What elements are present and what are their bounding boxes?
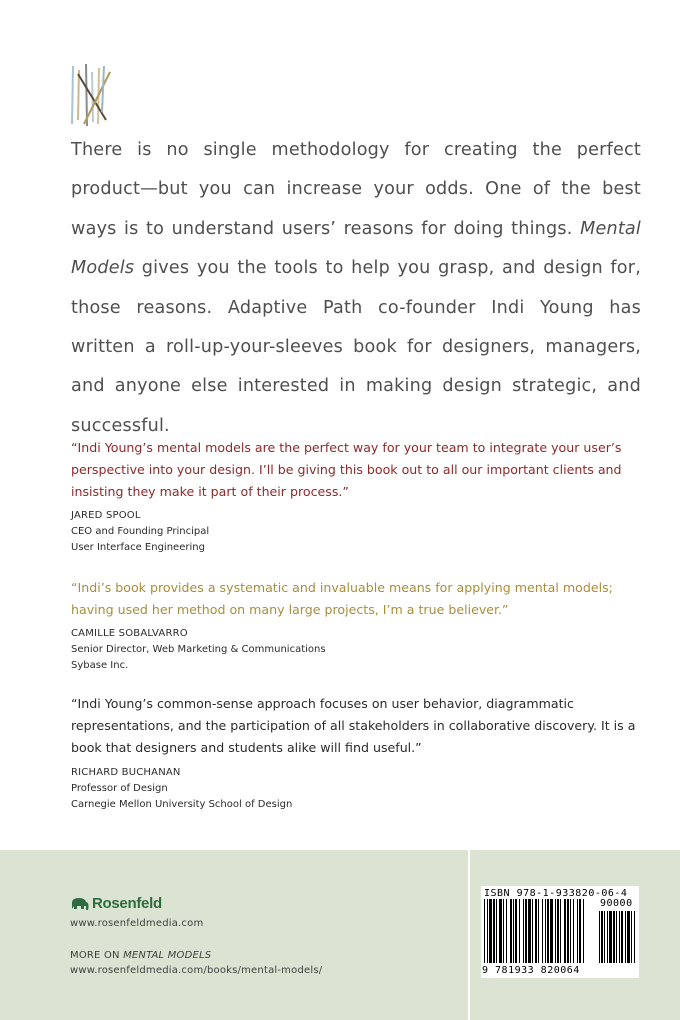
barcode-bar	[567, 899, 569, 963]
barcode-bar	[547, 899, 549, 963]
testimonial-attribution	[71, 626, 326, 674]
testimonial-name: CAMILLE SOBALVARRO	[71, 628, 188, 639]
barcode-bar	[519, 899, 520, 963]
barcode-bar	[523, 899, 524, 963]
barcode-bar	[560, 899, 561, 963]
barcode-bar	[489, 899, 492, 963]
addon-bar	[625, 911, 626, 963]
elephant-icon	[70, 897, 90, 911]
publisher-logo	[70, 895, 162, 912]
book-url[interactable]: www.rosenfeldmedia.com/books/mental-models/	[70, 965, 323, 976]
testimonial-quote: “Indi’s book provides a systematic and invaluable means for applying mental models; having used her method on many large projects, I’m a true believer.”	[71, 580, 613, 617]
barcode-bar	[532, 899, 533, 963]
barcode-bar	[528, 899, 531, 963]
ean-digits: 9 781933 820064	[482, 965, 580, 976]
footer-band	[0, 850, 680, 1020]
barcode-bar	[525, 899, 527, 963]
barcode-bar	[583, 899, 584, 963]
testimonial-attribution	[71, 508, 209, 556]
addon-bar	[616, 911, 617, 963]
testimonial-name: RICHARD BUCHANAN	[71, 767, 181, 778]
testimonial-org: Sybase Inc.	[71, 660, 129, 671]
addon-bar	[621, 911, 623, 963]
barcode-bar	[496, 899, 497, 963]
footer-divider	[468, 850, 470, 1020]
testimonial-name: JARED SPOOL	[71, 510, 141, 521]
barcode-bar	[557, 899, 559, 963]
addon-bar	[634, 911, 635, 963]
isbn-barcode	[481, 886, 639, 978]
addon-bar	[609, 911, 612, 963]
barcode-bar	[493, 899, 495, 963]
barcode-bar	[513, 899, 514, 963]
barcode-bar	[555, 899, 556, 963]
testimonial-org: User Interface Engineering	[71, 542, 205, 553]
addon-bar	[613, 911, 615, 963]
book-description: There is no single methodology for creating the perfect product—but you can increase your odds. One of the best ways is to understand users’ reasons for doing things. Mental Models gives you the tools to help you grasp, and design for, those reasons. Adaptive Path co-founder Indi Young has written a roll-up-your-sleeves book for designers, managers, and anyone else interested in making design strategic, and successful.	[71, 140, 641, 436]
barcode-bar	[538, 899, 539, 963]
barcode-bar	[503, 899, 504, 963]
publisher-url[interactable]: www.rosenfeldmedia.com	[70, 918, 204, 929]
addon-bar	[627, 911, 630, 963]
stick-bundle-icon	[66, 62, 116, 128]
testimonial-quote: “Indi Young’s common-sense approach focuses on user behavior, diagrammatic representations, and the participation of all stakeholders in collaborative discovery. It is a book that designers and students alike will find useful.”	[71, 696, 636, 755]
publisher-name: Rosenfeld	[92, 895, 162, 912]
addon-bar	[599, 911, 600, 963]
testimonial-org: Carnegie Mellon University School of Design	[71, 799, 293, 810]
barcode-bar	[550, 899, 553, 963]
testimonial-title: Senior Director, Web Marketing & Communications	[71, 644, 326, 655]
barcode-bar	[573, 899, 574, 963]
addon-bar	[604, 911, 605, 963]
barcode-bar	[515, 899, 517, 963]
barcode-bar	[484, 899, 485, 963]
addon-bar	[619, 911, 620, 963]
addon-bar	[631, 911, 632, 963]
barcode-bar	[487, 899, 488, 963]
isbn-label: ISBN 978-1-933820-06-4	[484, 888, 628, 899]
barcode-bar	[542, 899, 543, 963]
testimonial-attribution	[71, 765, 292, 813]
barcode-bar	[535, 899, 537, 963]
price-code: 90000	[600, 898, 633, 909]
testimonial-title: Professor of Design	[71, 783, 168, 794]
testimonial-quote: “Indi Young’s mental models are the perfect way for your team to integrate your user’s perspective into your design. I’ll be giving this book out to all our important clients and insisting they make it part of their process.”	[71, 440, 622, 499]
barcode-bar	[564, 899, 566, 963]
addon-bar	[607, 911, 608, 963]
testimonial-title: CEO and Founding Principal	[71, 526, 210, 537]
barcode-bar	[545, 899, 546, 963]
barcode-bar	[577, 899, 578, 963]
barcode-bar	[579, 899, 581, 963]
barcode-bar	[570, 899, 571, 963]
barcode-bar	[499, 899, 502, 963]
addon-bar	[601, 911, 603, 963]
more-info-title: MENTAL MODELS	[123, 950, 212, 961]
barcode-bar	[506, 899, 507, 963]
barcode-bar	[510, 899, 512, 963]
book-title: Mental Models	[71, 218, 641, 279]
more-info-label: MORE ON MENTAL MODELS	[70, 950, 212, 961]
